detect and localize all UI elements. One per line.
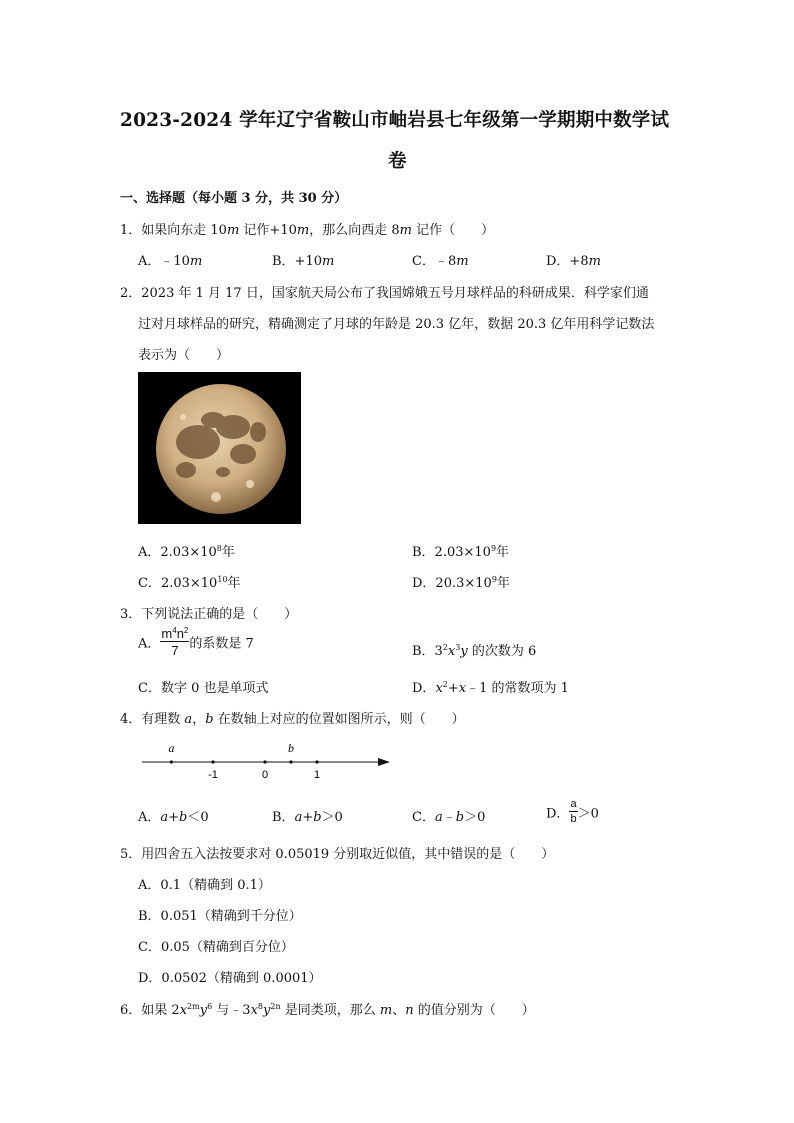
q3-option-d: D．$x^2+x﹣1$ 的常数项为 1 bbox=[412, 680, 569, 696]
point-a bbox=[170, 760, 173, 763]
page-title-continued: 卷 bbox=[388, 151, 407, 172]
q4-option-a: A．a+b＜0 bbox=[138, 810, 209, 825]
fraction: $\frac{a}{b}$ bbox=[570, 798, 577, 825]
q2-option-d: D．$20.3\times 10^9$年 bbox=[412, 575, 510, 591]
question-3: 3．下列说法正确的是（ ） bbox=[120, 607, 298, 622]
question-1: 1．如果向东走 10m 记作+10m，那么向西走 8m 记作（ ） bbox=[120, 223, 495, 238]
question-5: 5．用四舍五入法按要求对 0.05019 分别取近似值，其中错误的是（ ） bbox=[120, 847, 555, 862]
q5-option-c: C．0.05（精确到百分位） bbox=[138, 940, 294, 955]
point-b bbox=[289, 760, 292, 763]
label-neg1: -1 bbox=[208, 769, 218, 781]
section-heading: 一、选择题（每小题 3 分，共 30 分） bbox=[120, 191, 348, 206]
q1-option-c: C．﹣8m bbox=[412, 254, 469, 269]
axis-arrow bbox=[378, 758, 390, 766]
moon-photo bbox=[138, 372, 301, 524]
q5-option-d: D．0.0502（精确到 0.0001） bbox=[138, 971, 322, 986]
q1-option-b: B．+10m bbox=[272, 254, 335, 269]
q4-option-c: C．a﹣b＞0 bbox=[412, 810, 486, 825]
q1-option-d: D．+8m bbox=[546, 254, 601, 269]
question-4: 4．有理数 a，b 在数轴上对应的位置如图所示，则（ ） bbox=[120, 712, 465, 727]
label-one: 1 bbox=[313, 769, 321, 781]
q3-option-b: B．$3^2x^3y$ 的次数为 6 bbox=[412, 643, 537, 659]
q5-option-a: A．0.1（精确到 0.1） bbox=[138, 878, 271, 893]
question-6: 6．如果 $2x^{2m}y^6$ 与$﹣3x^8y^{2n}$ 是同类项，那么 m、n 的值分别为（ ） bbox=[120, 1002, 535, 1018]
page-title: 2023-2024 学年辽宁省鞍山市岫岩县七年级第一学期期中数学试 bbox=[120, 110, 670, 131]
q1-option-a: A．﹣10m bbox=[138, 254, 203, 269]
question-2-line3: 表示为（ ） bbox=[138, 348, 230, 363]
tick-zero bbox=[263, 760, 266, 763]
q3-option-a: A． $\frac{m^4n^2}{7}$ 的系数是 7 bbox=[138, 626, 254, 658]
q3-option-c: C．数字 0 也是单项式 bbox=[138, 681, 269, 696]
question-2: 2．2023 年 1 月 17 日，国家航天局公布了我国嫦娥五号月球样品的科研成果．科学家们通 bbox=[120, 286, 649, 301]
label-a: a bbox=[168, 741, 175, 755]
number-line bbox=[138, 738, 398, 784]
q4-option-b: B．a+b＞0 bbox=[272, 810, 343, 825]
q5-option-b: B．0.051（精确到千分位） bbox=[138, 909, 302, 924]
label-b: b bbox=[288, 741, 294, 755]
q2-option-c: C．$2.03\times 10^{10}$年 bbox=[138, 575, 241, 591]
moon-disc bbox=[156, 384, 286, 514]
label-zero: 0 bbox=[261, 769, 269, 781]
q2-option-a: A．$2.03\times 10^8$年 bbox=[138, 544, 235, 560]
q2-option-b: B．$2.03\times 10^9$年 bbox=[412, 544, 510, 560]
moon-image bbox=[138, 372, 301, 524]
tick-one bbox=[315, 760, 318, 763]
question-2-line2: 过对月球样品的研究，精确测定了月球的年龄是 20.3 亿年，数据 20.3 亿年用科学记数法 bbox=[138, 317, 655, 332]
tick-neg1 bbox=[211, 760, 214, 763]
fraction: $\frac{m^4n^2}{7}$ bbox=[161, 626, 189, 658]
q4-option-d: D． $\frac{a}{b}$ ＞0 bbox=[546, 798, 599, 825]
